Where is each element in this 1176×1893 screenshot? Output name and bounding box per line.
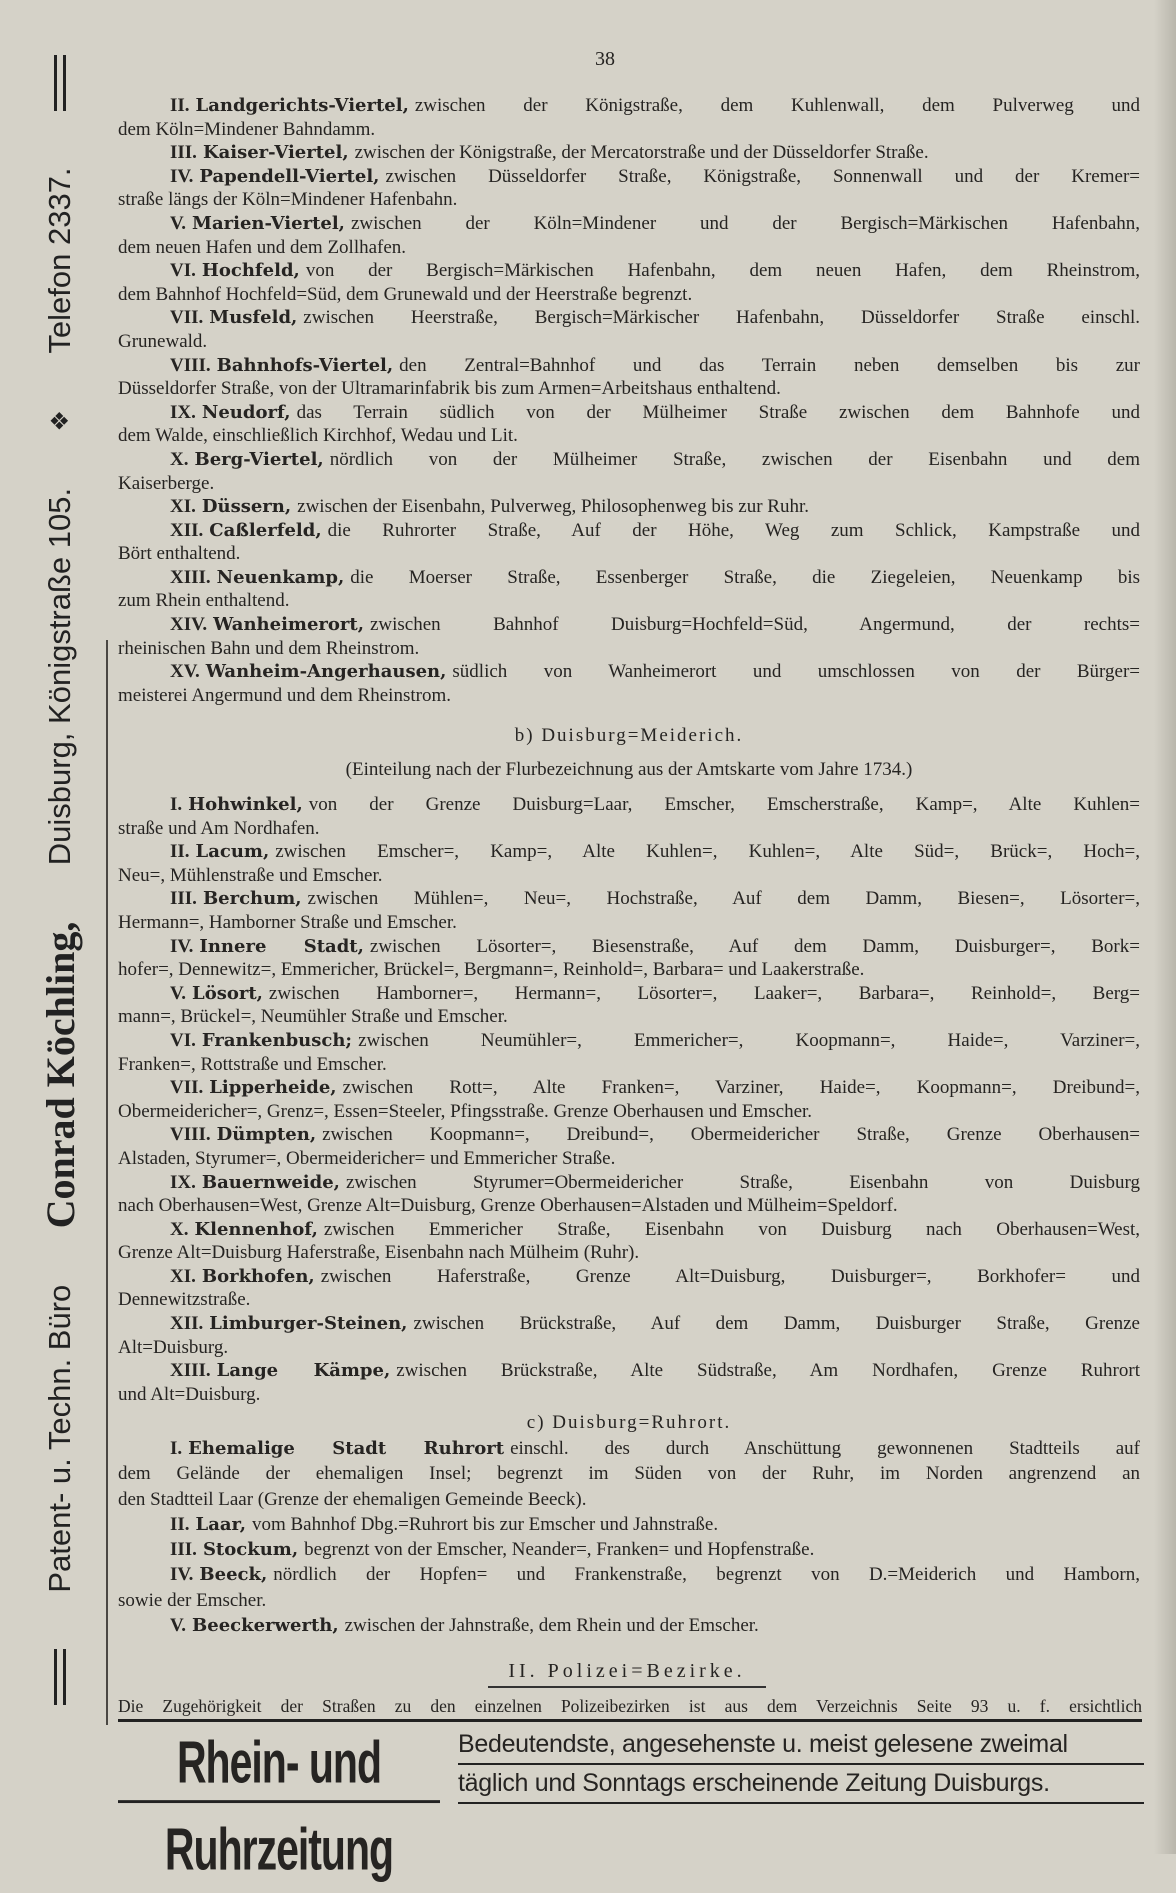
district-entry (118, 1312, 1140, 1359)
district-description: zwischen der Köln=Mindener und der Bergisch=Märkischen Hafenbahn, (350, 212, 1140, 234)
double-rule-decoration (54, 55, 66, 111)
district-entry (118, 1029, 1140, 1076)
district-description: Grenze Alt=Duisburg Haferstraße, Eisenbahn nach Mülheim (Ruhr). (118, 1242, 640, 1264)
district-description: nördlich der Hopfen= und Frankenstraße, begrenzt von D.=Meiderich und Hamborn, (273, 1564, 1140, 1586)
district-entry (118, 840, 1140, 887)
district-number: XII. (170, 1313, 204, 1335)
district-name: Wanheim-Angerhausen, (205, 661, 447, 683)
entry-line (118, 354, 1140, 378)
entry-line (118, 1123, 1140, 1147)
district-description: Hermann=, Hamborner Straße und Emscher. (118, 911, 457, 933)
district-entry (118, 566, 1140, 613)
district-name: Papendell-Viertel, (199, 165, 380, 187)
entry-line (118, 793, 1140, 817)
district-name: Laar, (195, 1513, 246, 1535)
district-description: zwischen Lösorter=, Biesenstraße, Auf dem Damm, Duisburger=, Bork= (369, 935, 1140, 957)
district-description: Dennewitzstraße. (118, 1289, 251, 1311)
district-name: Wanheimerort, (213, 614, 364, 636)
district-name: Borkhofen, (201, 1265, 315, 1287)
district-number: IV. (170, 1564, 194, 1586)
district-entry (118, 613, 1140, 660)
district-name: Berchum, (202, 888, 302, 910)
district-number: II. (170, 95, 190, 116)
district-entry (118, 1436, 1140, 1512)
district-number: XIII. (170, 566, 211, 588)
entry-line (118, 1588, 1140, 1613)
district-description: Obermeidericher=, Grenz=, Essen=Steeler, Pfingsstraße. Grenze Oberhausen und Emscher. (118, 1100, 813, 1122)
district-description: Bört enthaltend. (118, 543, 241, 565)
entry-line (118, 118, 1140, 142)
slogan-line: täglich und Sonntags erscheinende Zeitung Duisburgs. (458, 1765, 1144, 1804)
ornament-icon: ❖ (46, 409, 74, 432)
entry-line (118, 911, 1140, 935)
district-description: zwischen der Jahnstraße, dem Rhein und der Emscher. (344, 1615, 759, 1637)
police-districts-note: Die Zugehörigkeit der Straßen zu den einzelnen Polizeibezirken ist aus dem Verzeichnis Seite 93 u. f. ersichtlich (118, 1696, 1142, 1722)
district-entry (118, 354, 1140, 401)
district-entry (118, 141, 1140, 165)
entry-line (118, 1029, 1140, 1053)
district-name: Lösort, (192, 982, 263, 1004)
section-b-subheading: (Einteilung nach der Flurbezeichnung aus der Amtskarte vom Jahre 1734.) (345, 759, 913, 780)
district-name: Ehemalige Stadt Ruhrort (188, 1438, 505, 1459)
district-name: Limburger-Steinen, (209, 1313, 408, 1335)
district-description: zwischen Bahnhof Duisburg=Hochfeld=Süd, Angermund, der rechts= (369, 614, 1140, 636)
district-description: nach Oberhausen=West, Grenze Alt=Duisburg, Grenze Oberhausen=Alstaden und Mülheim=Speldorf. (118, 1195, 898, 1217)
district-number: II. (170, 841, 190, 863)
entry-line (118, 306, 1140, 330)
district-description: zwischen Hamborner=, Hermann=, Lösorter=, Laaker=, Barbara=, Reinhold=, Berg= (268, 982, 1140, 1004)
district-name: Neudorf, (201, 401, 291, 423)
district-name: Landgerichts-Viertel, (195, 95, 409, 116)
district-number: VII. (170, 307, 204, 329)
section-b-list (118, 793, 1140, 1406)
district-description: zwischen Neumühler=, Emmericher=, Koopmann=, Haide=, Varziner=, (358, 1029, 1140, 1051)
district-number: I. (170, 794, 183, 815)
district-entry (118, 1562, 1140, 1613)
district-entry (118, 660, 1140, 707)
district-description: zwischen Styrumer=Obermeidericher Straße, Eisenbahn von Duisburg (345, 1171, 1140, 1193)
district-number: XIII. (170, 1360, 211, 1382)
district-description: den Stadtteil Laar (Grenze der ehemaligen Gemeinde Beeck). (118, 1488, 587, 1510)
entry-line (118, 637, 1140, 661)
entry-line (118, 1005, 1140, 1029)
margin-rule (106, 640, 108, 1725)
district-number: V. (170, 1615, 187, 1637)
entry-line (118, 935, 1140, 959)
district-description: straße längs der Köln=Mindener Hafenbahn. (118, 189, 458, 211)
entry-line (118, 660, 1140, 684)
entry-line (118, 377, 1140, 401)
district-number: IV. (170, 165, 194, 187)
entry-line (118, 94, 1140, 118)
district-name: Bahnhofs-Viertel, (216, 354, 394, 376)
district-entry (118, 1537, 1140, 1562)
entry-line (118, 982, 1140, 1006)
district-name: Bauernweide, (201, 1171, 340, 1193)
district-number: XV. (170, 661, 200, 683)
entry-line (118, 236, 1140, 260)
district-description: zwischen Rott=, Alte Franken=, Varziner, Haide=, Koopmann=, Dreibund=, (342, 1077, 1140, 1099)
entry-line (118, 840, 1140, 864)
entry-line (118, 1171, 1140, 1195)
district-description: Neu=, Mühlenstraße und Emscher. (118, 864, 383, 886)
entry-line (118, 958, 1140, 982)
district-entry (118, 1359, 1140, 1406)
district-number: V. (170, 982, 187, 1004)
entry-line (118, 212, 1140, 236)
district-name: Lacum, (195, 841, 270, 863)
district-name: Neuenkamp, (216, 566, 345, 588)
district-name: Caßlerfeld, (209, 519, 322, 541)
district-number: III. (170, 888, 197, 910)
district-description: rheinischen Bahn und dem Rheinstrom. (118, 637, 420, 659)
entry-line (118, 684, 1140, 708)
district-description: dem neuen Hafen und dem Zollhafen. (118, 236, 407, 258)
district-description: von der Grenze Duisburg=Laar, Emscher, Emscherstraße, Kamp=, Alte Kuhlen= (308, 794, 1140, 815)
district-entry (118, 935, 1140, 982)
district-name: Stockum, (202, 1539, 299, 1561)
district-description: die Ruhrorter Straße, Auf der Höhe, Weg zum Schlick, Kampstraße und (327, 519, 1140, 541)
district-entry (118, 1218, 1140, 1265)
district-description: zwischen Brückstraße, Alte Südstraße, Am Nordhafen, Grenze Ruhrort (396, 1360, 1140, 1382)
district-entry (118, 982, 1140, 1029)
entry-line (118, 495, 1140, 519)
district-name: Hochfeld, (201, 260, 300, 282)
district-entry (118, 94, 1140, 141)
section-c-list (118, 1436, 1140, 1638)
district-description: südlich von Wanheimerort und umschlossen von der Bürger= (452, 661, 1140, 683)
double-rule-decoration (54, 1649, 66, 1705)
district-name: Lange Kämpe, (216, 1360, 391, 1382)
district-entry (118, 306, 1140, 353)
district-number: IX. (170, 1171, 196, 1193)
district-name: Frankenbusch; (201, 1029, 353, 1051)
entry-line (118, 1312, 1140, 1336)
entry-line (118, 141, 1140, 165)
district-description: Kaiserberge. (118, 472, 215, 494)
entry-line (118, 817, 1140, 841)
newspaper-title: Rhein- und Ruhrzeitung (118, 1719, 440, 1803)
sidebar-advertisement (33, 55, 87, 1705)
entry-line (118, 519, 1140, 543)
entry-line (118, 1241, 1140, 1265)
district-number: VIII. (170, 1124, 211, 1146)
district-name: Lipperheide, (209, 1077, 337, 1099)
entry-line (118, 1562, 1140, 1587)
district-description: dem Gelände der ehemaligen Insel; begrenzt im Süden von der Ruhr, im Norden angrenzend an (118, 1463, 1140, 1485)
entry-line (118, 1359, 1140, 1383)
district-description: zum Rhein enthaltend. (118, 590, 290, 612)
district-name: Dümpten, (216, 1124, 317, 1146)
district-name: Musfeld, (209, 307, 298, 329)
district-description: dem Bahnhof Hochfeld=Süd, dem Grunewald und der Heerstraße begrenzt. (118, 283, 693, 305)
district-description: nördlich von der Mülheimer Straße, zwischen der Eisenbahn und dem (329, 448, 1140, 470)
district-description: einschl. des durch Anschüttung gewonnenen Stadtteils auf (510, 1438, 1140, 1459)
district-description: vom Bahnhof Dbg.=Ruhrort bis zur Emscher und Jahnstraße. (251, 1513, 719, 1535)
entry-line (118, 188, 1140, 212)
sidebar-prefix: Patent- u. Techn. Büro (42, 1284, 77, 1593)
district-description: zwischen Emscher=, Kamp=, Alte Kuhlen=, Kuhlen=, Alte Süd=, Brück=, Hoch=, (275, 841, 1140, 863)
district-entry (118, 1512, 1140, 1537)
district-description: meisterei Angermund und dem Rheinstrom. (118, 684, 451, 706)
district-name: Beeckerwerth, (192, 1615, 339, 1637)
district-description: straße und Am Nordhafen. (118, 817, 320, 839)
district-entry (118, 519, 1140, 566)
district-number: X. (170, 1218, 189, 1240)
district-description: zwischen der Eisenbahn, Pulverweg, Philosophenweg bis zur Ruhr. (297, 496, 809, 518)
district-entry (118, 1613, 1140, 1638)
district-name: Innere Stadt, (199, 935, 364, 957)
district-number: III. (170, 142, 197, 164)
district-number: II. (170, 1513, 190, 1535)
district-name: Marien-Viertel, (192, 212, 345, 234)
page-edge-shadow (1154, 0, 1176, 1854)
district-name: Kaiser-Viertel, (202, 142, 349, 164)
entry-line (118, 589, 1140, 613)
district-description: zwischen Heerstraße, Bergisch=Märkischer Hafenbahn, Düsseldorfer Straße einschl. (303, 307, 1140, 329)
entry-line (118, 1383, 1140, 1407)
district-description: Alt=Duisburg. (118, 1336, 229, 1358)
newspaper-advertisement (118, 1726, 1144, 1883)
district-number: IX. (170, 401, 196, 423)
district-description: den Zentral=Bahnhof und das Terrain neben demselben bis zur (399, 354, 1140, 376)
district-entry (118, 212, 1140, 259)
sidebar-address: Duisburg, Königstraße 105. (42, 487, 77, 866)
entry-line (118, 1613, 1140, 1638)
entry-line (118, 566, 1140, 590)
district-number: XII. (170, 519, 204, 541)
entry-line (118, 1194, 1140, 1218)
district-name: Klennenhof, (194, 1218, 318, 1240)
entry-line (118, 1336, 1140, 1360)
district-description: zwischen Koopmann=, Dreibund=, Obermeidericher Straße, Grenze Oberhausen= (322, 1124, 1140, 1146)
district-entry (118, 1076, 1140, 1123)
district-entry (118, 448, 1140, 495)
district-description: das Terrain südlich von der Mülheimer Straße zwischen dem Bahnhofe und (296, 401, 1140, 423)
entry-line (118, 542, 1140, 566)
entry-line (118, 864, 1140, 888)
district-entry (118, 1171, 1140, 1218)
entry-line (118, 1537, 1140, 1562)
sidebar-company-name: Conrad Köchling, (37, 921, 83, 1229)
entry-line (118, 1076, 1140, 1100)
district-entry (118, 495, 1140, 519)
entry-line (118, 1147, 1140, 1171)
district-description: Düsseldorfer Straße, von der Ultramarinfabrik bis zum Armen=Arbeitshaus enthaltend. (118, 378, 781, 400)
district-description: zwischen Düsseldorfer Straße, Königstraße, Sonnenwall und der Kremer= (385, 165, 1140, 187)
district-number: III. (170, 1539, 197, 1561)
entry-line (118, 1436, 1140, 1461)
entry-line (118, 330, 1140, 354)
district-entry (118, 1123, 1140, 1170)
entry-line (118, 1100, 1140, 1124)
section-b-heading: b) Duisburg=Meiderich. (514, 725, 744, 746)
district-number: X. (170, 448, 189, 470)
entry-line (118, 401, 1140, 425)
district-entry (118, 401, 1140, 448)
district-number: VIII. (170, 354, 211, 376)
district-number: XIV. (170, 614, 208, 636)
district-description: begrenzt von der Emscher, Neander=, Franken= und Hopfenstraße. (304, 1539, 815, 1561)
district-entry (118, 259, 1140, 306)
district-number: I. (170, 1438, 183, 1459)
entry-line (118, 1487, 1140, 1512)
entry-line (118, 613, 1140, 637)
entry-line (118, 472, 1140, 496)
district-description: zwischen Haferstraße, Grenze Alt=Duisburg, Duisburger=, Borkhofer= und (320, 1265, 1140, 1287)
district-description: dem Köln=Mindener Bahndamm. (118, 118, 376, 140)
district-number: XI. (170, 496, 196, 518)
district-description: die Moerser Straße, Essenberger Straße, die Ziegeleien, Neuenkamp bis (350, 566, 1140, 588)
district-description: zwischen Emmericher Straße, Eisenbahn von Duisburg nach Oberhausen=West, (323, 1218, 1140, 1240)
district-number: XI. (170, 1265, 196, 1287)
district-description: Alstaden, Styrumer=, Obermeidericher= und Emmericher Straße. (118, 1147, 616, 1169)
entry-line (118, 1218, 1140, 1242)
district-description: Grunewald. (118, 330, 208, 352)
district-description: zwischen Brückstraße, Auf dem Damm, Duisburger Straße, Grenze (413, 1313, 1140, 1335)
district-number: IV. (170, 935, 194, 957)
entry-line (118, 165, 1140, 189)
district-description: zwischen der Königstraße, dem Kuhlenwall, dem Pulverweg und (414, 95, 1140, 116)
district-entry (118, 793, 1140, 840)
district-entry (118, 1265, 1140, 1312)
district-name: Beeck, (199, 1564, 268, 1586)
entry-line (118, 1053, 1140, 1077)
police-districts-heading: II. Polizei=Bezirke. (488, 1660, 766, 1688)
section-c-heading: c) Duisburg=Ruhrort. (526, 1412, 732, 1433)
entry-line (118, 1265, 1140, 1289)
district-description: Franken=, Rottstraße und Emscher. (118, 1053, 387, 1075)
district-entry (118, 165, 1140, 212)
district-number: VI. (170, 260, 196, 282)
district-number: VI. (170, 1029, 196, 1051)
district-name: Hohwinkel, (188, 794, 303, 815)
slogan-line: Bedeutendste, angesehenste u. meist gelesene zweimal (458, 1726, 1144, 1765)
entry-line (118, 1512, 1140, 1537)
district-name: Düssern, (201, 496, 292, 518)
district-description: mann=, Brückel=, Neumühler Straße und Emscher. (118, 1006, 508, 1028)
entry-line (118, 259, 1140, 283)
entry-line (118, 1288, 1140, 1312)
entry-line (118, 448, 1140, 472)
entry-line (118, 887, 1140, 911)
district-entry (118, 887, 1140, 934)
district-description: zwischen Mühlen=, Neu=, Hochstraße, Auf dem Damm, Biesen=, Lösorter=, (307, 888, 1140, 910)
entry-line (118, 424, 1140, 448)
sidebar-phone: Telefon 2337. (42, 167, 77, 354)
district-number: VII. (170, 1077, 204, 1099)
district-description: von der Bergisch=Märkischen Hafenbahn, dem neuen Hafen, dem Rheinstrom, (305, 260, 1140, 282)
page-number: 38 (595, 48, 615, 70)
entry-line (118, 283, 1140, 307)
district-name: Berg-Viertel, (194, 448, 324, 470)
newspaper-slogan (458, 1726, 1144, 1804)
district-description: zwischen der Königstraße, der Mercatorstraße und der Düsseldorfer Straße. (354, 142, 929, 164)
district-description: hofer=, Dennewitz=, Emmericher, Brückel=, Bergmann=, Reinhold=, Barbara= und Laakerstraße. (118, 959, 865, 981)
entry-line (118, 1461, 1140, 1486)
section-a-list (118, 94, 1140, 707)
district-number: V. (170, 212, 187, 234)
district-description: dem Walde, einschließlich Kirchhof, Wedau und Lit. (118, 425, 518, 447)
district-description: und Alt=Duisburg. (118, 1383, 261, 1405)
district-description: sowie der Emscher. (118, 1589, 267, 1611)
